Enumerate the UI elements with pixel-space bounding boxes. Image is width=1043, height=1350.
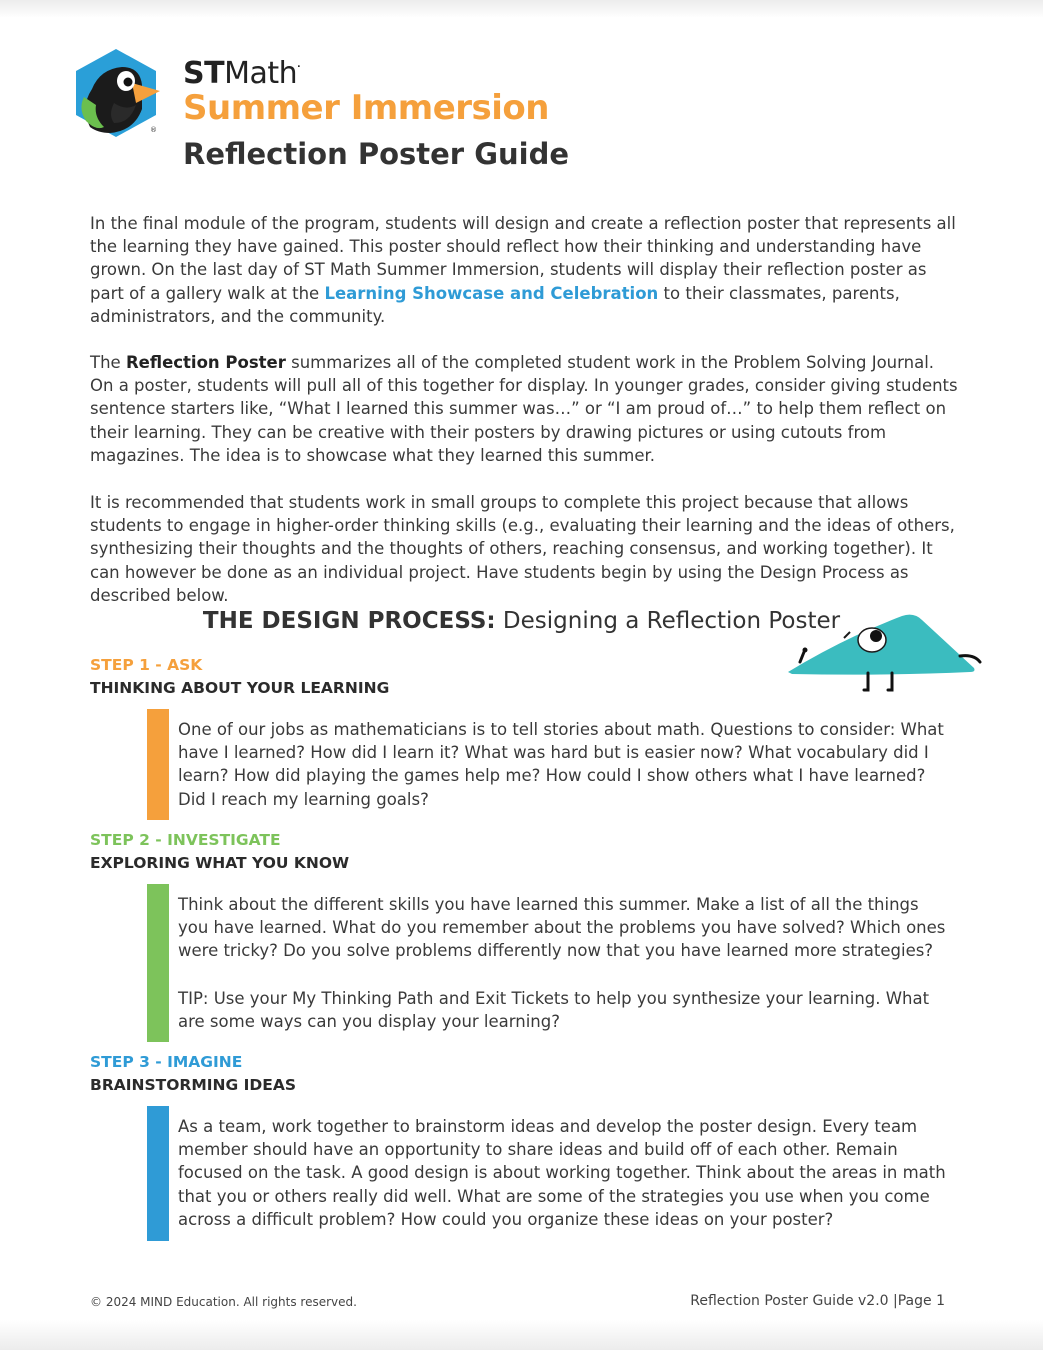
step-3-color-bar	[147, 1106, 169, 1241]
step-3-body: As a team, work together to brainstorm ideas and develop the poster design. Every team member should have an opportunity to share ideas and build off of each other. Remain focused on the task. A good design is about working together. Think about the areas in math that you or others really did well. What are some of the strategies you use when you come across a difficult problem? How could you organize these ideas on your poster?	[178, 1117, 946, 1229]
copyright-notice: © 2024 MIND Education. All rights reserved.	[90, 1295, 357, 1309]
document-title: Reflection Poster Guide	[183, 137, 570, 171]
intro-p1-text-after: to their classmates, parents, administrators, and the community.	[90, 283, 900, 326]
intro-p2-text-after: summarizes all of the completed student work in the Problem Solving Journal. On a poster, students will pull all of this together for display. In younger grades, consider giving students sentence starters like, “What I learned this summer was…” or “I am proud of…” to help them reflect on their learning. They can be creative with their posters by drawing pictures or using cutouts from magazines. The idea is to showcase what they learned this summer.	[90, 353, 958, 465]
top-edge-shade	[0, 0, 1043, 18]
step-1-label: STEP 1 - ASK	[90, 656, 203, 674]
jiji-penguin-logo-icon	[70, 47, 162, 139]
intro-paragraph-2	[90, 351, 960, 467]
learning-showcase-link[interactable]: Learning Showcase and Celebration	[324, 283, 659, 303]
step-2-body: Think about the different skills you have learned this summer. Make a list of all the things you have learned. What do you remember about the problems you have solved? Which ones were tricky? Do you solve problems differently now that you have learned more strategies?	[178, 895, 946, 961]
step-2-tip: TIP: Use your My Thinking Path and Exit Tickets to help you synthesize your learning. What are some ways can you display your learning?	[178, 989, 930, 1032]
step-1-body: One of our jobs as mathematicians is to tell stories about math. Questions to consider: What have I learned? How did I learn it? What was hard but is easier now? What vocabulary did I learn? How did playing the games help me? How could I show others what I have learned? Did I reach my learning goals?	[178, 720, 944, 809]
step-3-heading: BRAINSTORMING IDEAS	[90, 1076, 296, 1094]
design-process-title-rest: Designing a Reflection Poster	[495, 608, 841, 634]
design-process-title-bold: THE DESIGN PROCESS:	[202, 608, 496, 634]
step-2-label: STEP 2 - INVESTIGATE	[90, 831, 281, 849]
step-3-label: STEP 3 - IMAGINE	[90, 1053, 243, 1071]
step-1-color-bar	[147, 709, 169, 820]
reflection-poster-term: Reflection Poster	[125, 353, 286, 372]
intro-p1-text-before: In the final module of the program, students will design and create a reflection poster that represents all the learning they have gained. This poster should reflect how their thinking and understanding have grown. On the last day of ST Math Summer Immersion, students will display their reflection poster as part of a gallery walk at the	[90, 214, 956, 303]
intro-paragraph-3: It is recommended that students work in small groups to complete this project because that allows students to engage in higher-order thinking skills (e.g., evaluating their learning and the ideas of others, synthesizing their thoughts and the thoughts of others, reaching consensus, and working together). It can however be done as an individual project. Have students begin by using the Design Process as described below.	[90, 493, 955, 605]
intro-p2-text-before: The	[90, 353, 126, 372]
page-footer-label	[690, 1293, 945, 1309]
brand-math: Math	[224, 56, 298, 91]
brand-st: ST	[183, 56, 225, 91]
brand-registered-mark: .	[297, 60, 301, 70]
footer-doc-label: Reflection Poster Guide v2.0 |Page	[690, 1293, 937, 1309]
intro-paragraph-1	[90, 212, 960, 328]
brand-logotype	[183, 56, 300, 91]
bottom-edge-shade	[0, 1320, 1043, 1350]
step-2-heading: EXPLORING WHAT YOU KNOW	[90, 854, 350, 872]
triangle-mascot-icon	[784, 610, 984, 696]
svg-text:®: ®	[150, 126, 157, 134]
page-number: 1	[936, 1293, 945, 1309]
step-1-heading: THINKING ABOUT YOUR LEARNING	[90, 679, 390, 697]
program-title: Summer Immersion	[183, 88, 549, 128]
step-2-color-bar	[147, 884, 169, 1042]
